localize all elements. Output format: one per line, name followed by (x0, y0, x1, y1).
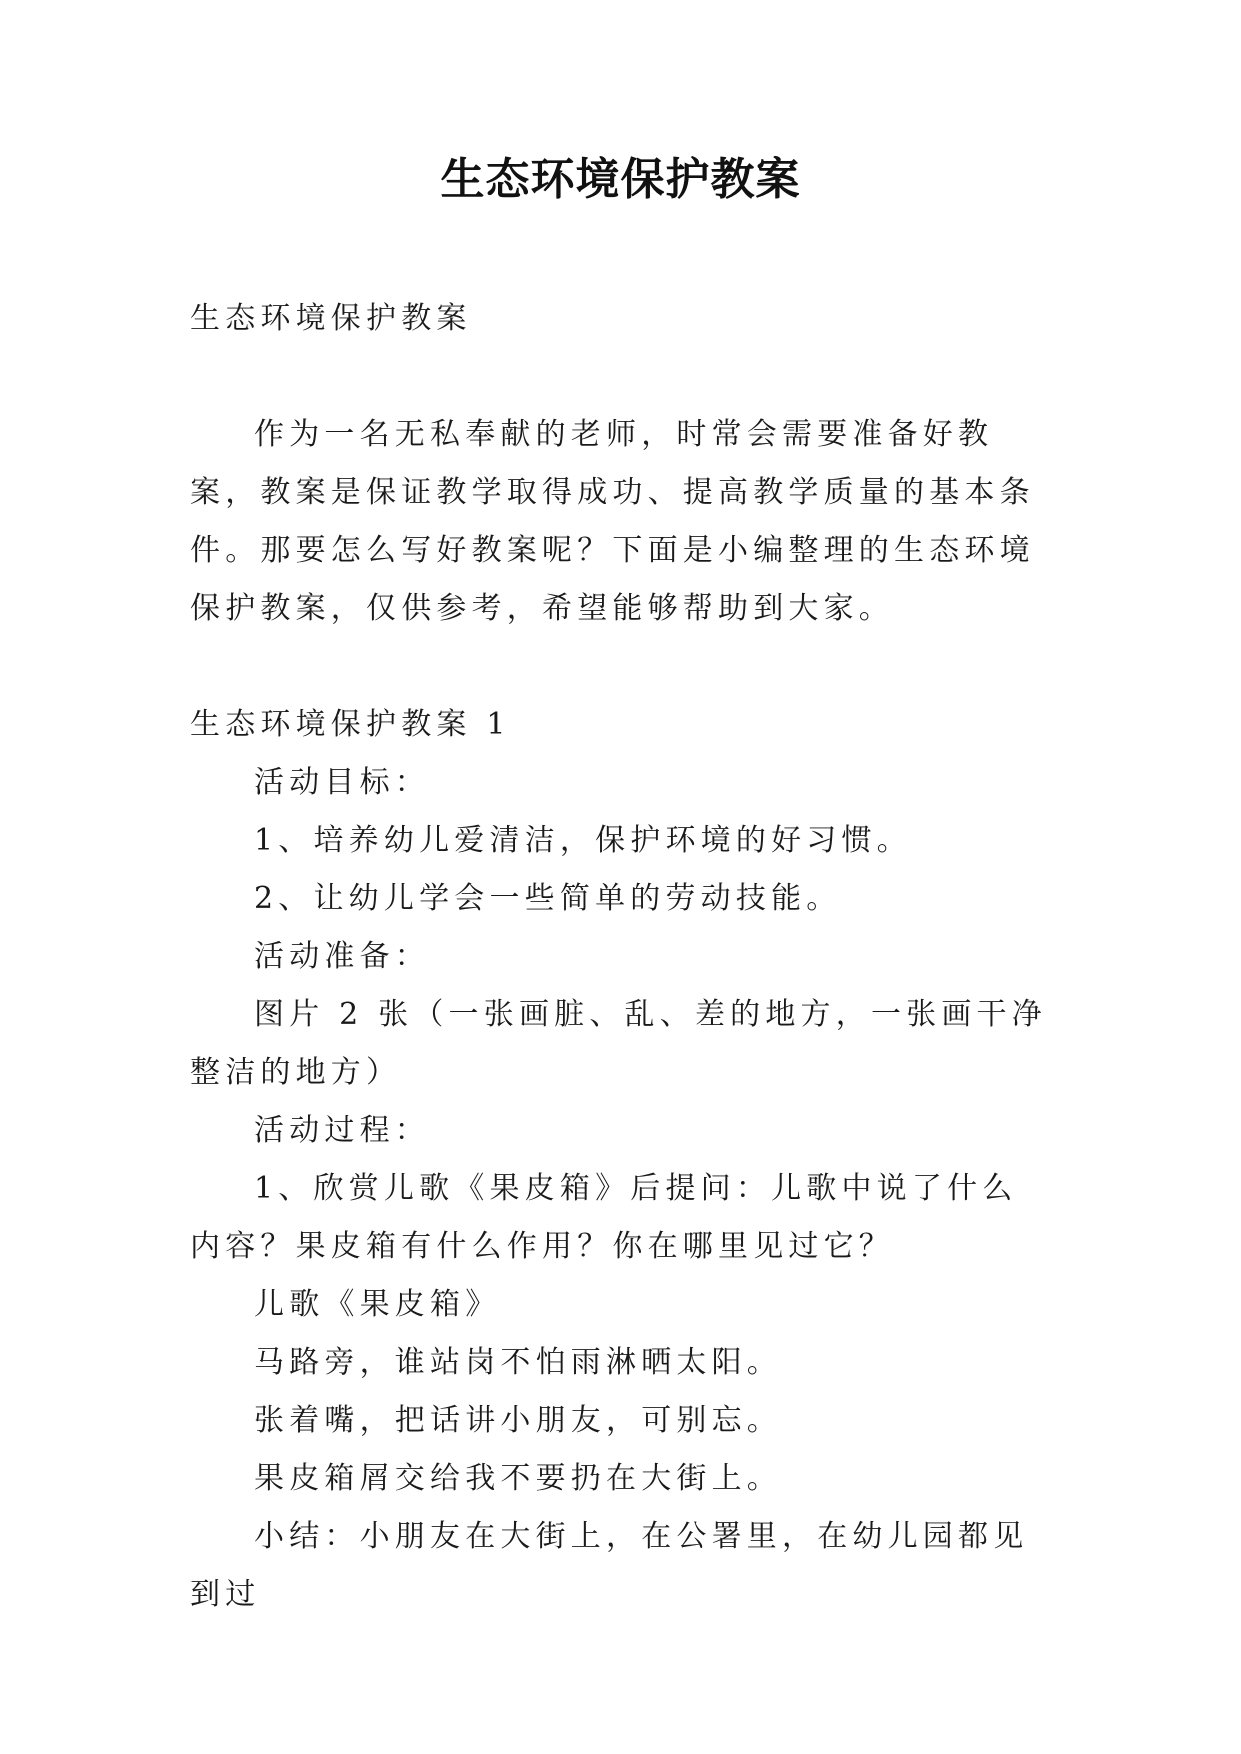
paragraph: 活动准备： (254, 939, 430, 974)
paragraph: 儿歌《果皮箱》 (254, 1287, 501, 1322)
subtitle-line: 生态环境保护教案 (190, 301, 472, 336)
paragraph: 小结：小朋友在大街上，在公署里，在幼儿园都见到过 (190, 1519, 1029, 1612)
document-title: 生态环境保护教案 (440, 154, 801, 205)
section-heading: 生态环境保护教案 1 (190, 707, 511, 742)
paragraph: 张着嘴，把话讲小朋友，可别忘。 (254, 1403, 782, 1438)
paragraph: 2、让幼儿学会一些简单的劳动技能。 (254, 881, 842, 916)
paragraph: 1、欣赏儿歌《果皮箱》后提问：儿歌中说了什么内容？果皮箱有什么作用？你在哪里见过它？ (190, 1171, 1018, 1264)
paragraph: 果皮箱屑交给我不要扔在大街上。 (254, 1461, 782, 1496)
paragraph: 活动目标： (254, 765, 430, 800)
paragraph: 1、培养幼儿爱清洁，保护环境的好习惯。 (254, 823, 912, 858)
intro-paragraph: 作为一名无私奉献的老师，时常会需要准备好教案，教案是保证教学取得成功、提高教学质量的基本条件。那要怎么写好教案呢？下面是小编整理的生态环境保护教案，仅供参考，希望能够帮助到大家。 (190, 417, 1035, 626)
document-body (190, 290, 1052, 1624)
paragraph: 活动过程： (254, 1113, 430, 1148)
paragraph: 马路旁，谁站岗不怕雨淋晒太阳。 (254, 1345, 782, 1380)
paragraph: 图片 2 张（一张画脏、乱、差的地方，一张画干净整洁的地方） (190, 997, 1047, 1090)
